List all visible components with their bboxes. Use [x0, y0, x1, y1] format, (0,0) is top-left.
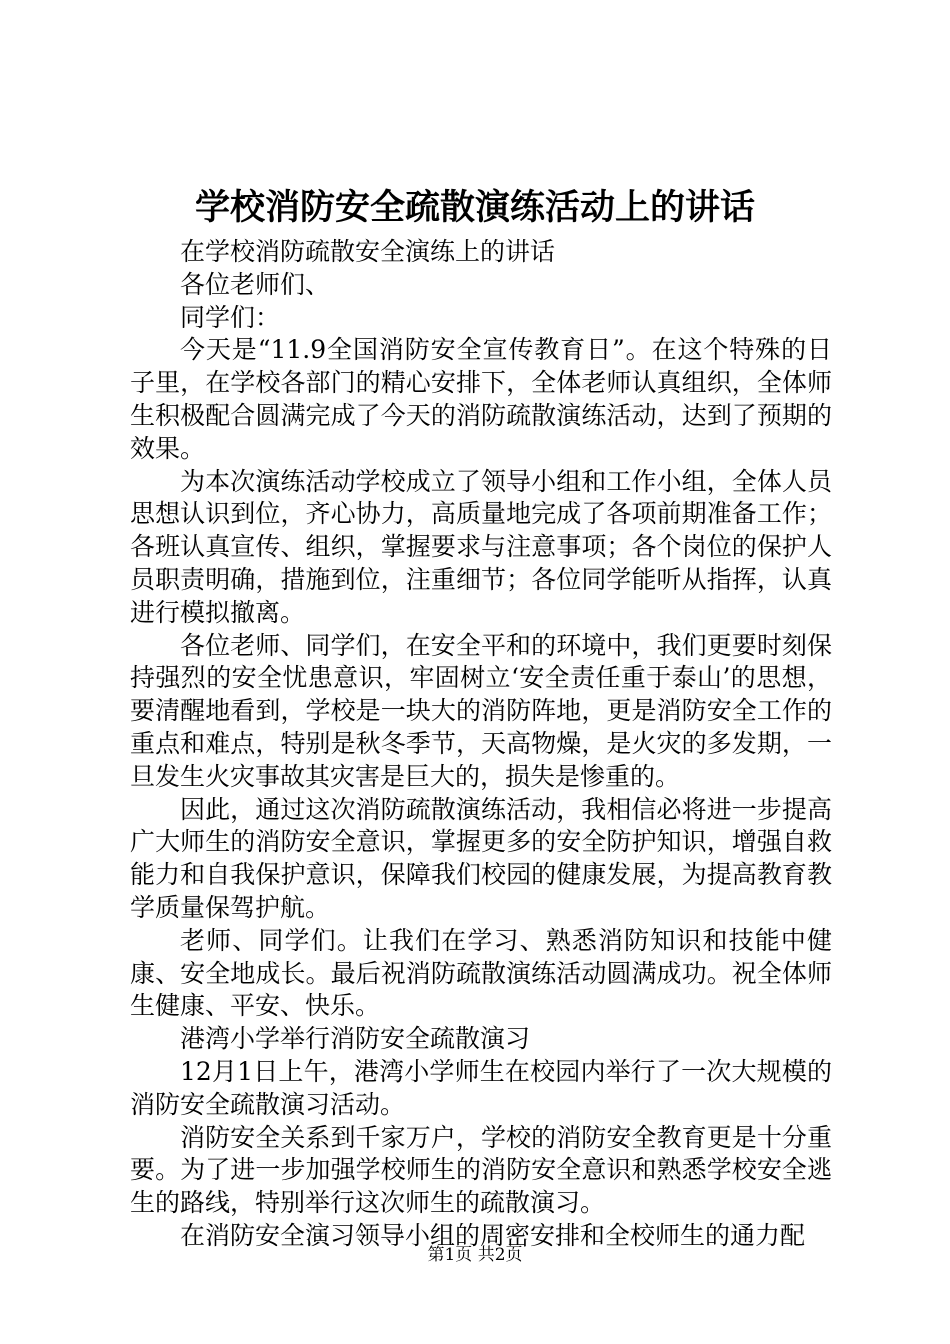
- paragraph-subtitle: 在学校消防疏散安全演练上的讲话: [180, 237, 556, 266]
- document-title: 学校消防安全疏散演练活动上的讲话: [194, 187, 755, 228]
- paragraph: 各位老师、同学们，在安全平和的环境中，我们更要时刻保持强烈的安全忧患意识，牢固树立‘安全责任重于泰山’的思想，要清醒地看到，学校是一块大的消防阵地，更是消防安全工作的重点和难点，特别是秋冬季节，天高物燥，是火灾的多发期，一旦发生火灾事故其灾害是巨大的，损失是惨重的。: [130, 630, 832, 791]
- paragraph: 因此，通过这次消防疏散演练活动，我相信必将进一步提高广大师生的消防安全意识，掌握更多的安全防护知识，增强自救能力和自我保护意识，保障我们校园的健康发展，为提高教育教学质量保驾护航。: [130, 794, 832, 922]
- paragraph-section-heading: 港湾小学举行消防安全疏散演习: [180, 1024, 531, 1054]
- paragraph-salutation-teachers: 各位老师们、: [180, 269, 331, 299]
- paragraph: 在消防安全演习领导小组的周密安排和全校师生的通力配: [180, 1220, 806, 1250]
- paragraph: 今天是“11.9全国消防安全宣传教育日”。在这个特殊的日子里，在学校各部门的精心安排下，全体老师认真组织，全体师生积极配合圆满完成了今天的消防疏散演练活动，达到了预期的效果。: [130, 335, 832, 463]
- document-body: [130, 236, 832, 1253]
- paragraph: 老师、同学们。让我们在学习、熟悉消防知识和技能中健康、安全地成长。最后祝消防疏散演练活动圆满成功。祝全体师生健康、平安、快乐。: [130, 925, 832, 1021]
- paragraph: 消防安全关系到千家万户，学校的消防安全教育更是十分重要。为了进一步加强学校师生的消防安全意识和熟悉学校安全逃生的路线，特别举行这次师生的疏散演习。: [130, 1122, 832, 1218]
- paragraph-salutation-students: 同学们：: [180, 302, 281, 332]
- page-footer: 第1页 共2页: [427, 1245, 523, 1265]
- paragraph: 12月1日上午，港湾小学师生在校园内举行了一次大规模的消防安全疏散演习活动。: [130, 1056, 832, 1119]
- paragraph: 为本次演练活动学校成立了领导小组和工作小组，全体人员思想认识到位，齐心协力，高质量地完成了各项前期准备工作；各班认真宣传、组织，掌握要求与注意事项；各个岗位的保护人员职责明确，措施到位，注重细节；各位同学能听从指挥，认真进行模拟撤离。: [130, 466, 832, 627]
